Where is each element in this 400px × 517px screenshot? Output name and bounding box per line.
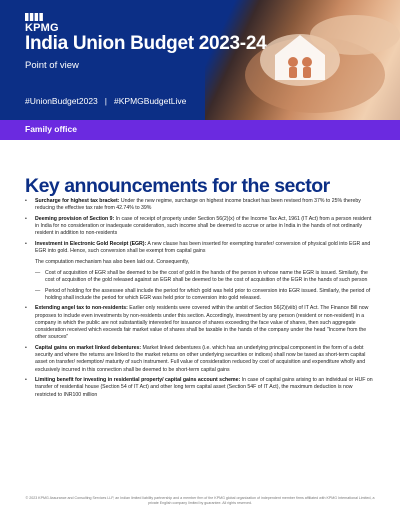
kpmg-logo	[25, 13, 59, 34]
list-item	[25, 305, 375, 341]
bullet-text: In case of capital gains arising to an individual or HUF on transfer of residential house (Section 54 of IT Act) and other long term capital asset (Section 54F of IT Act), the maximum deduction is now restricted to INR100 million	[35, 377, 373, 398]
bullet-text: In case of receipt of property under Section 56(2)(x) of the Income Tax Act, 1961 (IT Act) from a person resident in India for no consideration or inadequate consideration, such income shall be deemed to accrue or arise in India in the hands of not ordinarily resident in addition to non-residents	[35, 215, 372, 237]
list-item	[25, 198, 375, 212]
section-heading: Key announcements for the sector	[25, 175, 330, 197]
bullet-text: Under the new regime, surcharge on highest income bracket has been revised from 37% to 25% thereby reducing the effective tax rate from 42.74% to 39%	[35, 198, 361, 212]
bullet-title: Capital gains on market linked debentures:	[35, 344, 142, 351]
bullet-text: Earlier only residents were covered within the ambit of Section 56(2)(viib) of IT Act. The Finance Bill now proposes to include even investments by non-residents under this section. Accordingly, investment by any person (resident or non-resident) in a company in which the public are not substantially interested for issuance of shares exceeding the face value of shares, then such aggregate consideration received which exceeds fair market value of shares shall be taxable in the hands of the company under the head "Income from the other sources"	[35, 305, 369, 341]
list-item	[25, 377, 375, 399]
list-item	[25, 216, 375, 238]
hashtag-separator: |	[104, 96, 108, 106]
kpmg-logo-text: KPMG	[25, 22, 59, 34]
dash-item: — Cost of acquisition of EGR shall be deemed to be the cost of gold in the hands of the person in whose name the EGR is issued. Similarly, the cost of acquisition of the gold released against an EGR shall be deemed to be the cost of acquisition of the EGR in the hands of such person	[25, 270, 375, 284]
bullet-title: Investment in Electronic Gold Receipt (EGR):	[35, 241, 147, 248]
bullet-text: A new clause has been inserted for exempting transfer/ conversion of physical gold into EGR and EGR into gold. Hence, such conversion shall be exempt from capital gains	[35, 241, 371, 255]
list-item	[25, 241, 375, 255]
bullet-title: Extending angel tax to non-residents:	[35, 305, 128, 312]
bullet-title: Surcharge for highest tax bracket:	[35, 198, 120, 204]
section-label: Family office	[25, 124, 77, 134]
bullet-text: Market linked debentures (i.e. which has an underlying principal component in the form of a debt security and where the returns are linked to the market returns on other underlying securities or indices) shall now be taxed as short-term capital asset on transfer/ redemption/ maturity of such instrument. Full value of consideration reduced by cost of acquisition and expenditure wholly and exclusively incurred in this connection shall be deemed to be short-term capital gains	[35, 344, 366, 373]
header-photo	[205, 0, 400, 120]
kpmg-logo-mark-icon	[25, 13, 43, 21]
footer-copyright: © 2023 KPMG Assurance and Consulting Services LLP, an Indian limited liability partnership and a member firm of the KPMG global organization of independent member firms affiliated with KPMG International Limited, a private English company limited by guarantee. All rights reserved.	[25, 496, 375, 505]
hashtag-kpmg-budget-live[interactable]: #KPMGBudgetLive	[114, 96, 187, 106]
list-item	[25, 345, 375, 374]
computation-intro: The computation mechanism has also been laid out. Consequently,	[35, 258, 190, 265]
section-band	[0, 120, 400, 140]
bullet-title: Deeming provision of Section 9:	[35, 215, 115, 222]
hashtag-union-budget[interactable]: #UnionBudget2023	[25, 96, 98, 106]
header-banner	[0, 0, 400, 120]
dash-item: — Period of holding for the assessee shall include the period for which gold was held prior to conversion into EGR issued. Similarly, the period of holding shall include the period for which EGR was held prior to conversion into gold released.	[25, 288, 375, 302]
announcements-list	[25, 198, 375, 402]
page-title: India Union Budget 2023-24	[25, 33, 267, 54]
page-subtitle: Point of view	[25, 60, 79, 71]
hashtags	[25, 96, 186, 106]
bullet-title: Limiting benefit for investing in residential property/ capital gains account scheme:	[35, 377, 241, 384]
